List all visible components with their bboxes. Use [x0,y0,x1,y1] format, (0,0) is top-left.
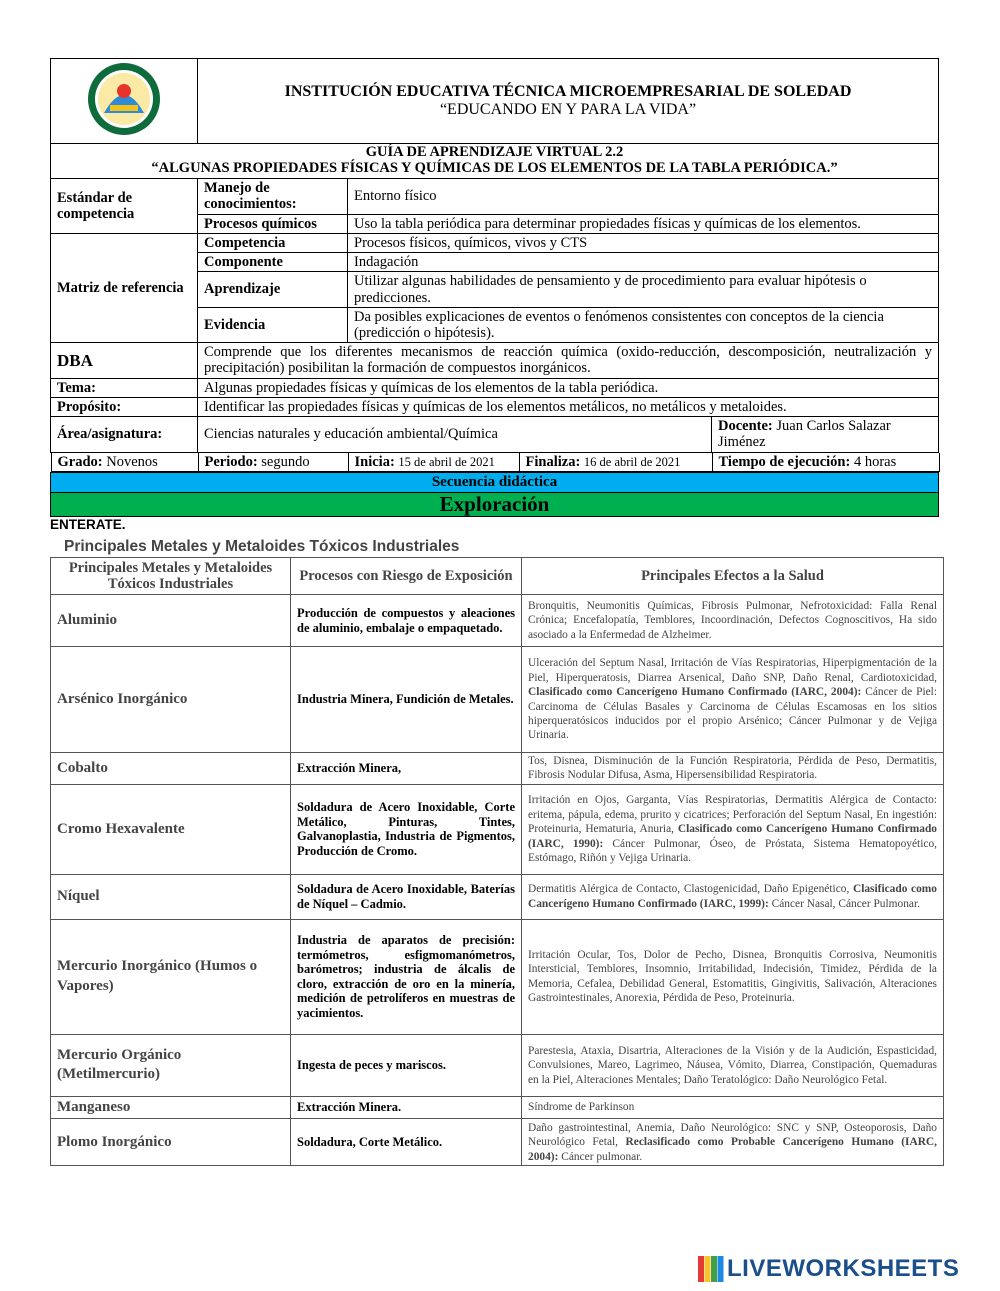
grado-row [51,452,939,472]
effects-text: Tos, Disnea, Disminución de la Función Respiratoria, Pérdida de Peso, Dermatitis, Fibrosis Nodular Difusa, Asma, Hipersensibilidad Respiratoria. [528,755,937,782]
health-effects [522,647,944,753]
matrix-value: Procesos físicos, químicos, vivos y CTS [348,233,939,252]
matrix-key: Competencia [198,233,348,252]
exposure-process: Industria de aparatos de precisión: termómetros, esfigmomanómetros, barómetros; industria de álcalis de cloro, extracción de oro en la minería, medición de petrolíferos en muestras de yacimientos. [291,919,522,1034]
exposure-process: Soldadura, Corte Metálico. [291,1119,522,1166]
proposito-value: Identificar las propiedades físicas y químicas de los elementos metálicos, no metálicos y metaloides. [198,397,939,416]
dba-label: DBA [51,343,198,378]
standard-key: Manejo de conocimientos: [198,179,348,214]
tiempo-cell [712,453,939,472]
effects-tail: Cáncer pulmonar. [561,1150,643,1163]
table-row [51,874,944,919]
health-effects [522,784,944,874]
teacher-name: Juan Carlos Salazar Jiménez [718,418,891,451]
inicia-cell [348,453,519,472]
table-row [51,647,944,753]
teacher-cell [712,417,939,452]
exposure-process: Producción de compuestos y aleaciones de aluminio, embalaje o empaquetado. [291,595,522,647]
guide-title: GUÍA DE APRENDIZAJE VIRTUAL 2.2 [365,144,624,161]
standard-value: Entorno físico [348,179,939,214]
school-logo [80,61,168,137]
metal-name: Mercurio Orgánico (Metilmercurio) [51,1034,291,1096]
matrix-label: Matriz de referencia [51,233,198,342]
health-effects [522,919,944,1034]
guide-header-table [50,58,939,517]
effects-classification: Clasificado como Cancerígeno Humano Confirmado (IARC, 1990): [528,823,937,850]
effects-text: Daño gastrointestinal, Anemia, Daño Neurológico: SNC y SNP, Osteoporosis, Daño Neurológico Fetal, [528,1121,937,1149]
column-header: Principales Efectos a la Salud [522,558,944,595]
guide-subtitle: “ALGUNAS PROPIEDADES FÍSICAS Y QUÍMICAS DE LOS ELEMENTOS DE LA TABLA PERIÓDICA.” [151,160,838,177]
tiempo-value: 4 horas [853,453,897,470]
tema-value: Algunas propiedades físicas y químicas de los elementos de la tabla periódica. [198,378,939,397]
finaliza-cell [519,453,712,472]
effects-tail: Cáncer Pulmonar, Óseo, de Próstata, Sistema Hematopoyético, Estómago, Riñón y Vejiga Urinaria. [528,837,937,865]
tema-label: Tema: [51,378,198,397]
matrix-key: Evidencia [198,307,348,342]
tox-table-title: Principales Metales y Metaloides Tóxicos Industriales [64,538,460,555]
periodo-label: Periodo: [204,453,258,470]
effects-text: Ulceración del Septum Nasal, Irritación de Vías Respiratorias, Hiperpigmentación de la Piel, Hiperqueratosis, Diarrea Arsenical, Daño SNP, Daño Renal, Cardiotoxicidad, [528,657,937,684]
effects-classification: Clasificado como Cancerígeno Humano Confirmado (IARC, 2004): [528,686,862,699]
institution-name: INSTITUCIÓN EDUCATIVA TÉCNICA MICROEMPRESARIAL DE SOLEDAD [284,83,852,101]
metal-name: Mercurio Inorgánico (Humos o Vapores) [51,919,291,1034]
area-label: Área/asignatura: [51,417,198,452]
table-row [51,595,944,647]
tiempo-label: Tiempo de ejecución: [718,453,851,470]
metal-name: Arsénico Inorgánico [51,647,291,753]
guide-title-cell [51,144,939,179]
table-row [51,1034,944,1096]
proposito-label: Propósito: [51,397,198,416]
effects-tail: Cáncer Nasal, Cáncer Pulmonar. [771,897,920,910]
liveworksheets-logo-icon [698,1256,724,1282]
inicia-value: 15 de abril de 2021 [398,454,495,469]
column-header: Procesos con Riesgo de Exposición [291,558,522,595]
health-effects [522,1096,944,1119]
effects-text: Bronquitis, Neumonitis Químicas, Fibrosis Pulmonar, Nefrotoxicidad: Falla Renal Crónica; Encefalopatía, Temblores, Incoordinación, Defectos Cognoscitivos, Ha sido asociado a la Enfermedad de Alzheimer. [528,599,937,641]
standard-value: Uso la tabla periódica para determinar propiedades físicas y químicas de los elementos. [348,214,939,233]
table-row [51,784,944,874]
metal-name: Cobalto [51,753,291,785]
health-effects [522,753,944,785]
exposure-process: Soldadura de Acero Inoxidable, Corte Metálico, Pinturas, Tintes, Galvanoplastia, Industria de Pigmentos, Producción de Cromo. [291,784,522,874]
exposure-process: Ingesta de peces y mariscos. [291,1034,522,1096]
inicia-label: Inicia: [354,453,395,470]
grado-label: Grado: [57,453,103,470]
sequence-banner: Secuencia didáctica [51,472,939,492]
metal-name: Níquel [51,874,291,919]
teacher-label: Docente: [718,418,773,435]
matrix-key: Aprendizaje [198,272,348,307]
matrix-value: Da posibles explicaciones de eventos o fenómenos consistentes con conceptos de la ciencia (predicción o hipótesis). [348,307,939,342]
exploration-banner: Exploración [51,492,939,517]
effects-text: Dermatitis Alérgica de Contacto, Clastogenicidad, Daño Epigenético, [528,883,850,896]
metal-name: Aluminio [51,595,291,647]
effects-classification: Clasificado como Cancerígeno Humano Confirmado (IARC, 1999): [528,883,937,910]
effects-text: Irritación Ocular, Tos, Dolor de Pecho, Disnea, Bronquitis Corrosiva, Neumonitis Intersticial, Temblores, Insomnio, Irritabilidad, Indecisión, Timidez, Pérdida de la Memoria, Cefalea, Debilidad General, Estomatitis, Gingivitis, Salivación, Alteraciones Gastrointestinales, Anorexia, Pérdida de Peso, Proteinuria. [528,949,937,1005]
institution-motto: “EDUCANDO EN Y PARA LA VIDA” [439,101,697,119]
standard-label: Estándar de competencia [51,179,198,234]
liveworksheets-brand[interactable] [698,1255,959,1283]
matrix-value: Utilizar algunas habilidades de pensamiento y de procedimiento para evaluar hipótesis o predicciones. [348,272,939,307]
area-value: Ciencias naturales y educación ambiental/Química [198,417,712,452]
finaliza-label: Finaliza: [525,453,581,470]
finaliza-value: 16 de abril de 2021 [583,454,681,469]
health-effects [522,1119,944,1166]
exposure-process: Industria Minera, Fundición de Metales. [291,647,522,753]
matrix-key: Componente [198,253,348,272]
health-effects [522,1034,944,1096]
standard-key: Procesos químicos [198,214,348,233]
effects-text: Parestesia, Ataxia, Disartria, Alteraciones de la Visión y de la Audición, Espasticidad, Convulsiones, Mareo, Lagrimeo, Náusea, Vómito, Diarrea, Constipación, Quemaduras en la Piel, Alteraciones Mentales; Daño Teratológico: Daño Neurológico Fetal. [528,1044,937,1086]
toxic-metals-table [50,557,944,1166]
effects-classification: Reclasificado como Probable Cancerígeno Humano (IARC, 2004): [528,1136,937,1163]
health-effects [522,874,944,919]
table-row [51,1096,944,1119]
column-header: Principales Metales y Metaloides Tóxicos Industriales [51,558,291,595]
metal-name: Cromo Hexavalente [51,784,291,874]
institution-cell [198,59,939,144]
exposure-process: Soldadura de Acero Inoxidable, Baterías de Níquel – Cadmio. [291,874,522,919]
periodo-value: segundo [261,453,310,470]
effects-text: Síndrome de Parkinson [528,1101,635,1114]
health-effects [522,595,944,647]
grado-value: Novenos [106,453,158,470]
matrix-value: Indagación [348,253,939,272]
periodo-cell [198,453,348,472]
table-row [51,753,944,785]
liveworksheets-wordmark: LIVEWORKSHEETS [727,1255,960,1282]
metal-name: Plomo Inorgánico [51,1119,291,1166]
effects-text: Irritación en Ojos, Garganta, Vías Respiratorias, Dermatitis Alérgica de Contacto: eritema, pápula, edema, prurito y cicatrices; Perforación del Septum Nasal, En ingestión: Proteinuria, Hematuria, Anuria, [528,794,937,836]
exposure-process: Extracción Minera, [291,753,522,785]
metal-name: Manganeso [51,1096,291,1119]
grado-table [51,453,940,472]
enterate-heading: ENTERATE. [50,517,126,532]
dba-value: Comprende que los diferentes mecanismos de reacción química (oxido-reducción, descomposición, neutralización y precipitación) posibilitan la formación de compuestos inorgánicos. [198,343,939,378]
school-logo-cell [51,59,198,144]
grado-cell [51,453,198,472]
table-row [51,919,944,1034]
effects-tail: Cáncer de Piel: Carcinoma de Células Basales y Carcinoma de Células Escamosas en los sitios hiperqueratósicos inducidos por el propio Arsénico; Cáncer Pulmonar y de Vejiga Urinaria. [528,686,937,742]
table-row [51,1119,944,1166]
exposure-process: Extracción Minera. [291,1096,522,1119]
